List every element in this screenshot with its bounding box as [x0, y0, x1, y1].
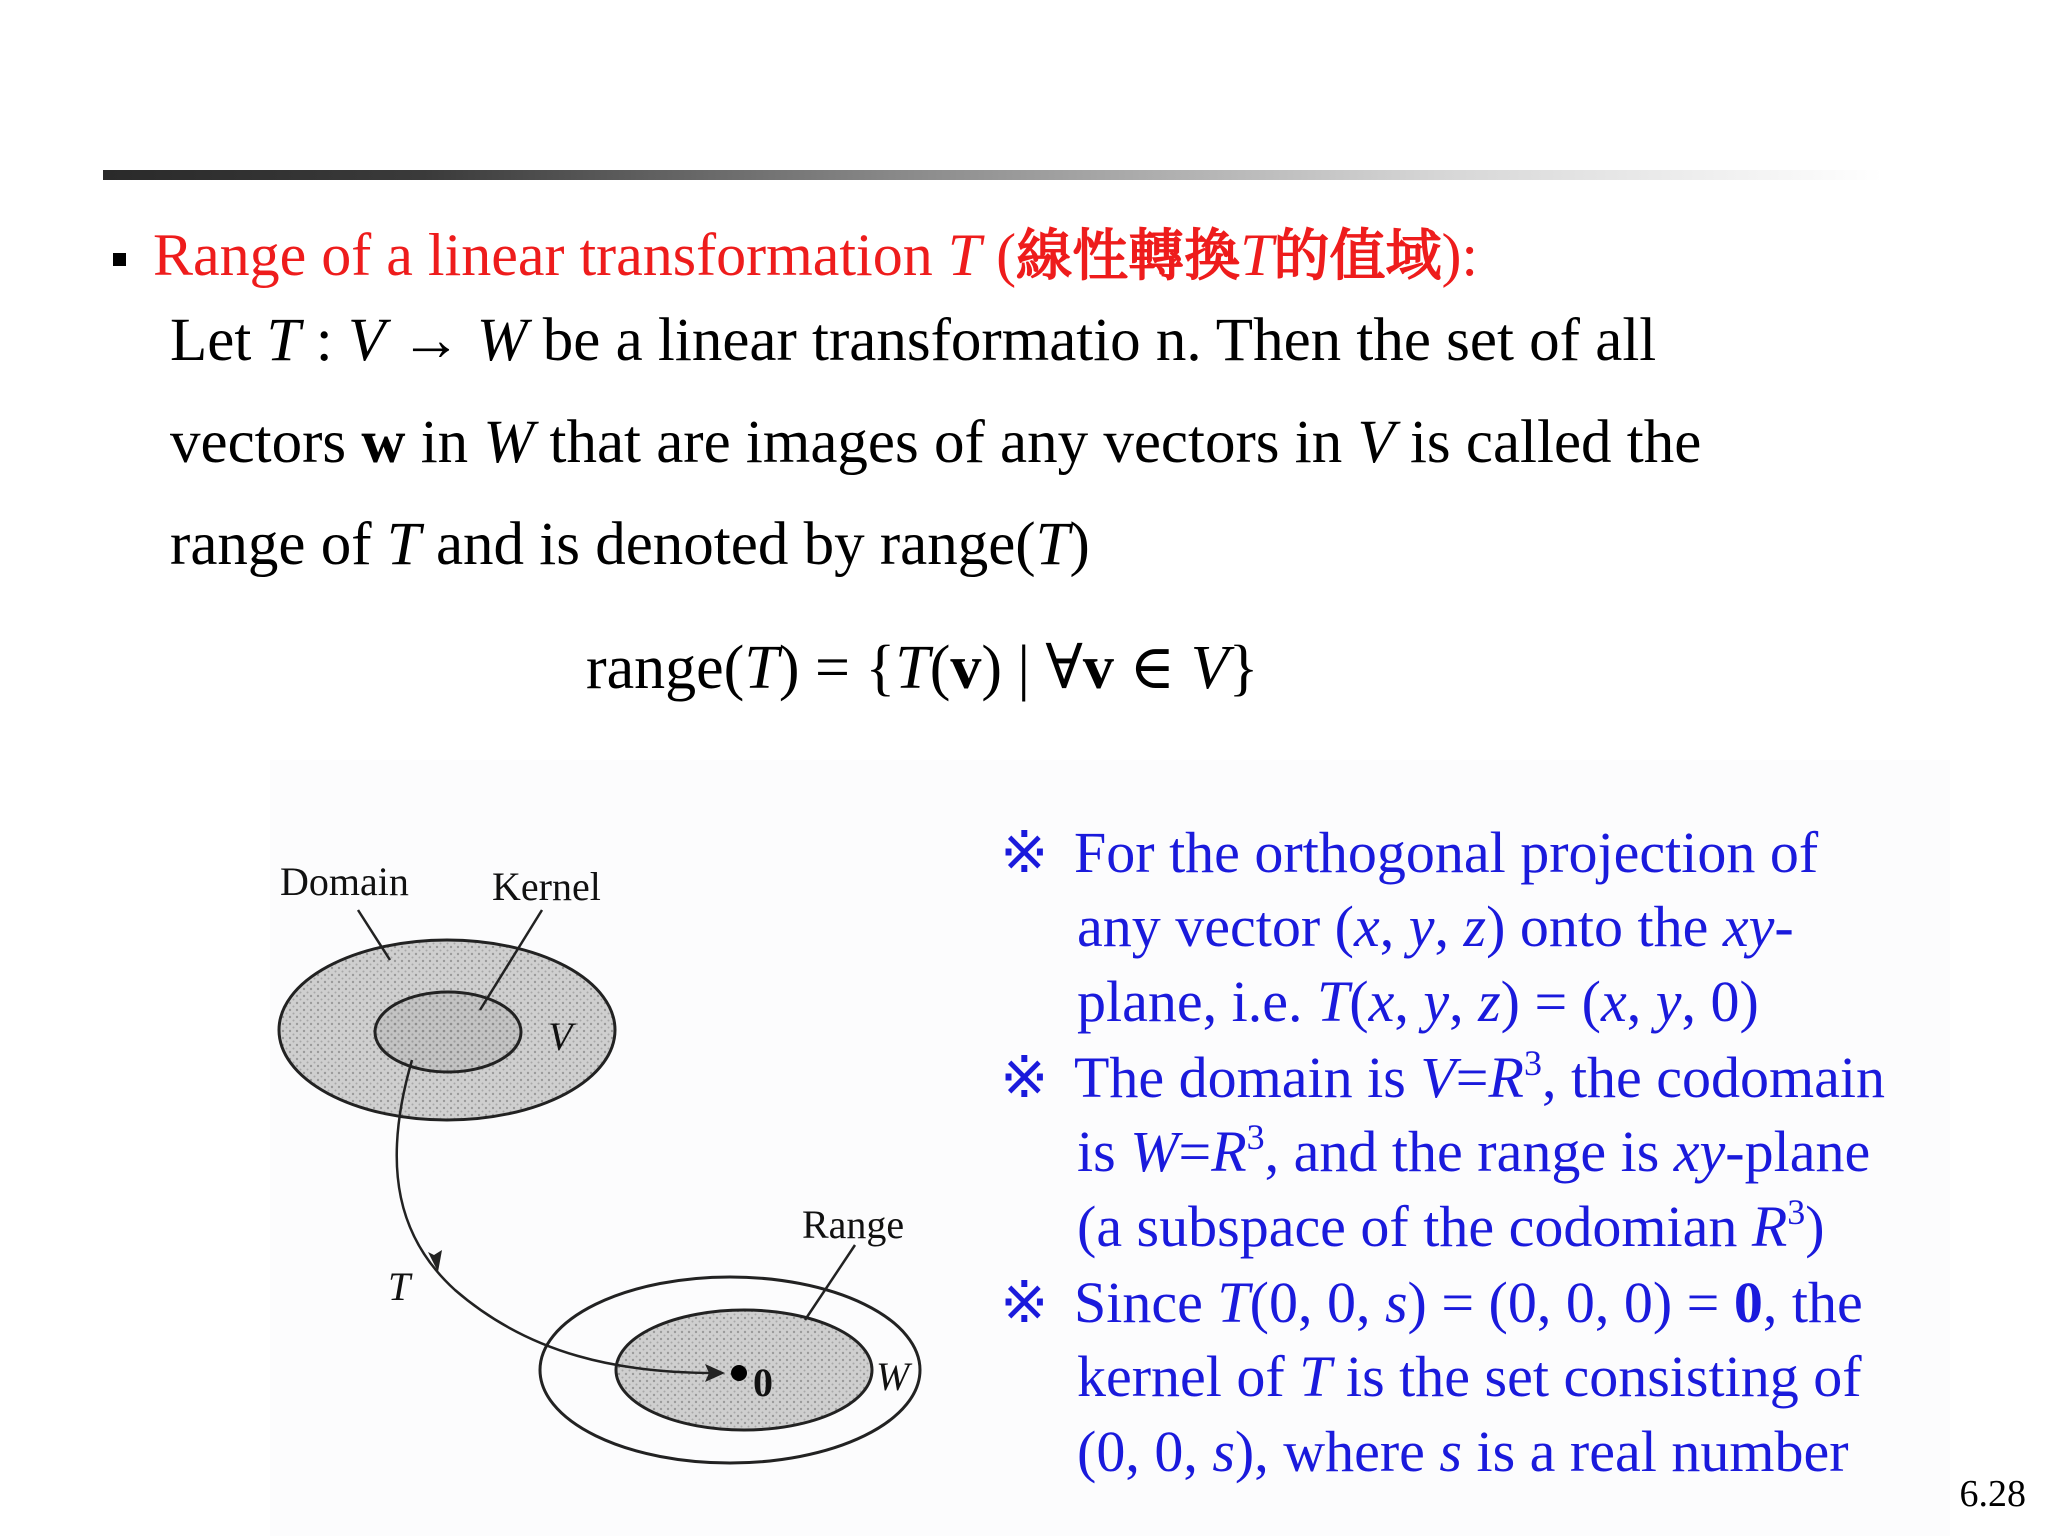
note-1-line-3: plane, i.e. T(x, y, z) = (x, y, 0) — [1077, 969, 1759, 1034]
note-1-line-2: any vector (x, y, z) onto the xy- — [1077, 894, 1794, 959]
note-1-line-1: ※ For the orthogonal projection of — [1000, 820, 1819, 885]
reference-mark-icon: ※ — [1000, 820, 1049, 885]
kernel-ellipse — [375, 992, 521, 1072]
label-t: T — [388, 1264, 411, 1309]
label-w: W — [876, 1354, 910, 1399]
label-v: V — [548, 1014, 573, 1059]
reference-mark-icon: ※ — [1000, 1270, 1049, 1335]
kernel-range-diagram — [260, 840, 960, 1480]
title-rule — [103, 170, 1883, 180]
range-formula: range(T) = {T(v) | ∀v ∈ V} — [586, 634, 1259, 702]
note-3-line-1: ※ Since T(0, 0, s) = (0, 0, 0) = 0, the — [1000, 1270, 1863, 1335]
range-pointer — [805, 1245, 855, 1320]
bullet-icon — [113, 253, 126, 266]
definition-line-2: vectors w in W that are images of any vectors in V is called the — [170, 409, 1702, 476]
note-2-line-3: (a subspace of the codomian $R^3$) — [1077, 1192, 1825, 1259]
label-domain: Domain — [280, 859, 409, 904]
definition-line-1: Let T : V → W be a linear transformatio n. Then the set of all — [170, 307, 1657, 374]
page-number: 6.28 — [1959, 1473, 2026, 1515]
note-2-line-2: is $W=R^3$, and the range is xy-plane — [1077, 1117, 1871, 1184]
definition-line-3: range of T and is denoted by range(T) — [170, 511, 1090, 578]
label-kernel: Kernel — [492, 864, 601, 909]
slide-heading: Range of a linear transformation T (線性轉換T的值域): — [153, 222, 1479, 289]
note-3-line-3: (0, 0, s), where s is a real number — [1077, 1419, 1849, 1484]
label-zero: 0 — [753, 1360, 773, 1405]
note-2-line-1: ※ The domain is $V=R^3$, the codomain — [1000, 1043, 1886, 1110]
note-3-line-2: kernel of T is the set consisting of — [1077, 1344, 1862, 1409]
zero-vector-dot — [731, 1365, 747, 1381]
label-range: Range — [802, 1202, 905, 1247]
reference-mark-icon: ※ — [1000, 1045, 1049, 1110]
